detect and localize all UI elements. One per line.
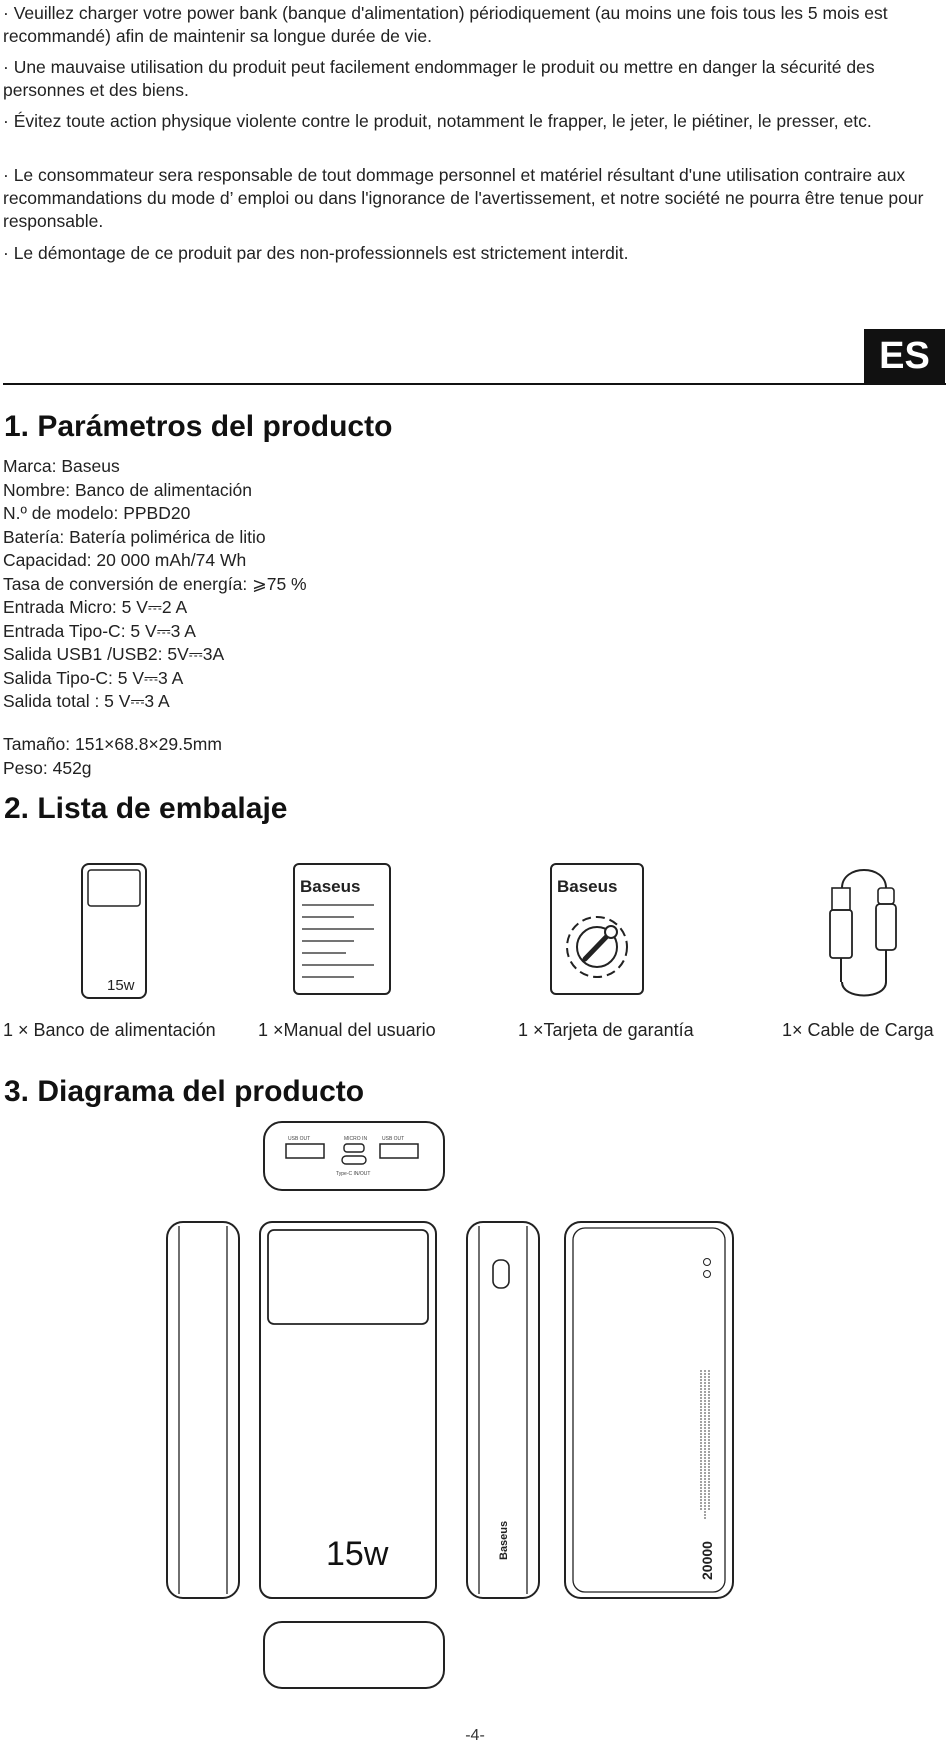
spec-item: Entrada Tipo-C: 5 V⎓3 A bbox=[3, 620, 196, 641]
weight-spec: Peso: 452g bbox=[3, 758, 92, 778]
charging-cable-illustration bbox=[824, 862, 904, 1002]
spec-item: Nombre: Banco de alimentación bbox=[3, 479, 253, 500]
warning-paragraph-4: · Le consommateur sera responsable de tout dommage personnel et matériel résultant d'une utilisation contraire aux recommandations du mode d’ emploi ou dans l'ignorance de l'avertissement, et notre société ne pourra être tenue pour responsable. bbox=[3, 165, 924, 231]
right-side-view-diagram bbox=[465, 1220, 541, 1600]
recycle-icon bbox=[704, 1259, 711, 1266]
size-spec: Tamaño: 151×68.8×29.5mm bbox=[3, 734, 222, 754]
spec-list bbox=[3, 455, 307, 714]
power-bank-illustration bbox=[79, 862, 149, 1002]
page-number: -4- bbox=[465, 1727, 485, 1744]
packing-item-manual: 1 ×Manual del usuario bbox=[258, 1020, 436, 1040]
spec-item: Entrada Micro: 5 V⎓2 A bbox=[3, 597, 188, 617]
spec-item: Marca: Baseus bbox=[3, 456, 120, 476]
device-label-15w: 15w bbox=[107, 977, 135, 994]
packing-item-cable: 1× Cable de Carga bbox=[782, 1020, 934, 1040]
spec-item: Batería: Batería polimérica de litio bbox=[3, 526, 266, 547]
spec-item: Salida Tipo-C: 5 V⎓3 A bbox=[3, 667, 184, 688]
section-divider bbox=[3, 383, 946, 385]
warning-paragraph-5: · Le démontage de ce produit par des non-professionnels est strictement interdit. bbox=[3, 243, 629, 263]
warning-paragraph-2: · Une mauvaise utilisation du produit peut facilement endommager le produit ou mettre en danger la sécurité des personnes et des biens. bbox=[3, 57, 875, 100]
spec-item: Salida USB1 /USB2: 5V⎓3A bbox=[3, 644, 225, 664]
port-label-usb-right: USB OUT bbox=[382, 1136, 405, 1142]
spec-item: Capacidad: 20 000 mAh/74 Wh bbox=[3, 550, 247, 570]
left-side-view-diagram bbox=[165, 1220, 241, 1600]
top-view-diagram bbox=[262, 1120, 446, 1192]
port-label-micro: MICRO IN bbox=[344, 1136, 368, 1142]
language-badge: ES bbox=[864, 329, 945, 384]
side-brand: Baseus bbox=[498, 1520, 510, 1560]
packing-item-power-bank: 1 × Banco de alimentación bbox=[3, 1020, 216, 1040]
warranty-brand: Baseus bbox=[557, 877, 618, 896]
back-view-diagram bbox=[563, 1220, 735, 1600]
front-device-label: 15w bbox=[326, 1535, 389, 1573]
warranty-card-illustration bbox=[549, 862, 645, 996]
front-view-diagram bbox=[258, 1220, 438, 1600]
spec-item: N.º de modelo: PPBD20 bbox=[3, 503, 191, 523]
certification-icon bbox=[704, 1271, 711, 1278]
warning-paragraph-3: · Évitez toute action physique violente contre le produit, notamment le frapper, le jeter, le piétiner, le presser, etc. bbox=[3, 111, 872, 131]
section-title-packing: 2. Lista de embalaje bbox=[4, 792, 288, 825]
section-title-diagram: 3. Diagrama del producto bbox=[4, 1075, 365, 1108]
power-button-icon bbox=[493, 1260, 509, 1288]
port-label-usb-left: USB OUT bbox=[288, 1136, 311, 1142]
section-title-parameters: 1. Parámetros del producto bbox=[4, 410, 393, 443]
user-manual-illustration bbox=[292, 862, 392, 996]
bottom-view-diagram bbox=[262, 1620, 446, 1690]
spec-item: Salida total : 5 V⎓3 A bbox=[3, 691, 170, 711]
port-label-type-c: Type-C IN/OUT bbox=[336, 1171, 371, 1177]
warning-paragraph-1: · Veuillez charger votre power bank (banque d'alimentation) périodiquement (au moins une fois tous les 5 mois est recommandé) afin de maintenir sa longue durée de vie. bbox=[3, 3, 888, 46]
back-capacity: 20000 bbox=[699, 1541, 715, 1580]
spec-item: Tasa de conversión de energía: ⩾75 % bbox=[3, 573, 307, 594]
manual-brand: Baseus bbox=[300, 877, 361, 896]
packing-item-warranty: 1 ×Tarjeta de garantía bbox=[518, 1020, 694, 1040]
